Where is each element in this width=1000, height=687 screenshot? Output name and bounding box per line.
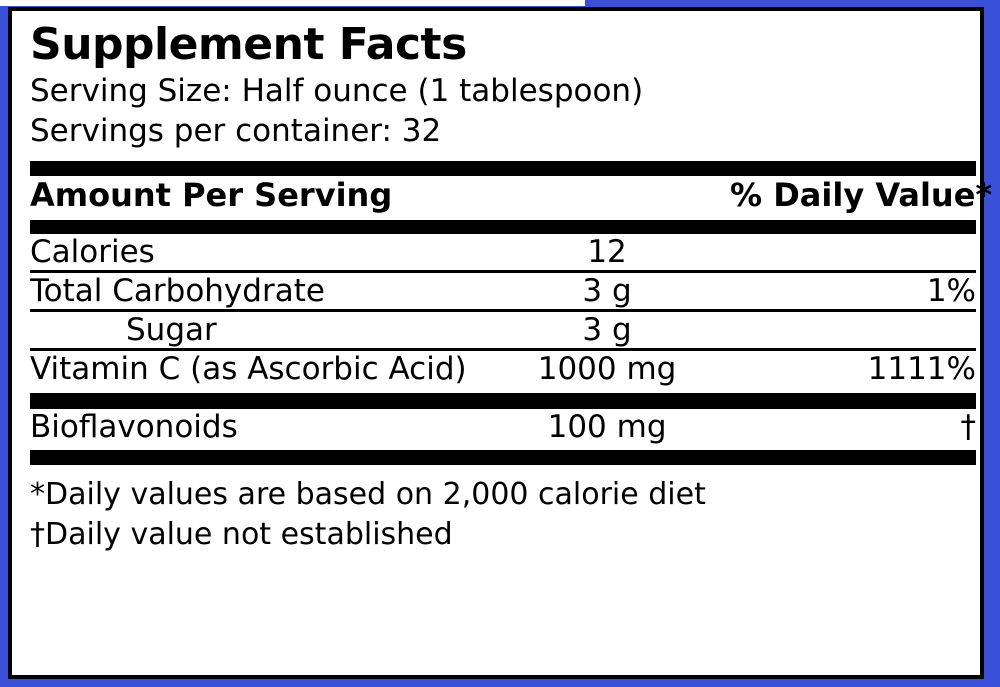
servings-per-container-text: Servings per container: 32 bbox=[30, 112, 442, 149]
nutrition-header-table bbox=[30, 176, 993, 215]
divider-thick-middle bbox=[30, 393, 976, 409]
supplement-facts-content bbox=[30, 19, 993, 554]
table-row bbox=[30, 311, 976, 350]
supplement-facts-panel bbox=[8, 7, 993, 679]
nutrient-amount: 3 g bbox=[484, 311, 730, 350]
nutrient-name: Total Carbohydrate bbox=[30, 272, 484, 311]
nutrient-name: Vitamin C (as Ascorbic Acid) bbox=[30, 351, 467, 388]
panel-title: Supplement Facts bbox=[30, 19, 467, 70]
nutrient-name: Calories bbox=[30, 234, 484, 272]
nutrient-daily-value: † bbox=[960, 409, 976, 446]
serving-size-text: Serving Size: Half ounce (1 tablespoon) bbox=[30, 72, 644, 109]
footnote-not-established: †Daily value not established bbox=[30, 516, 453, 552]
divider-thick-top bbox=[30, 161, 976, 176]
nutrient-amount: 1000 mg bbox=[537, 351, 677, 388]
table-row bbox=[30, 272, 976, 311]
divider-thick-after-header bbox=[30, 220, 976, 234]
table-row bbox=[30, 409, 976, 445]
nutrient-amount: 3 g bbox=[484, 272, 730, 311]
nutrition-table-secondary bbox=[30, 409, 976, 445]
nutrient-daily-value: 1% bbox=[730, 272, 976, 311]
nutrient-name: Sugar bbox=[30, 311, 484, 350]
nutrient-amount: 100 mg bbox=[547, 409, 667, 446]
nutrient-daily-value bbox=[730, 234, 976, 272]
footnotes bbox=[30, 475, 976, 554]
nutrient-daily-value bbox=[730, 311, 976, 350]
table-row bbox=[30, 350, 976, 388]
header-amount-per-serving: Amount Per Serving bbox=[30, 176, 393, 215]
nutrition-table-main bbox=[30, 234, 976, 387]
nutrition-header-row bbox=[30, 176, 976, 214]
nutrient-name: Bioflavonoids bbox=[30, 409, 238, 446]
header-daily-value: % Daily Value* bbox=[730, 176, 993, 215]
scan-top-strip bbox=[0, 0, 585, 6]
table-row bbox=[30, 234, 976, 272]
footnote-daily-values: *Daily values are based on 2,000 calorie diet bbox=[30, 477, 706, 513]
nutrient-daily-value: 1111% bbox=[867, 351, 976, 388]
divider-thick-bottom bbox=[30, 450, 976, 465]
nutrient-amount: 12 bbox=[484, 234, 730, 272]
